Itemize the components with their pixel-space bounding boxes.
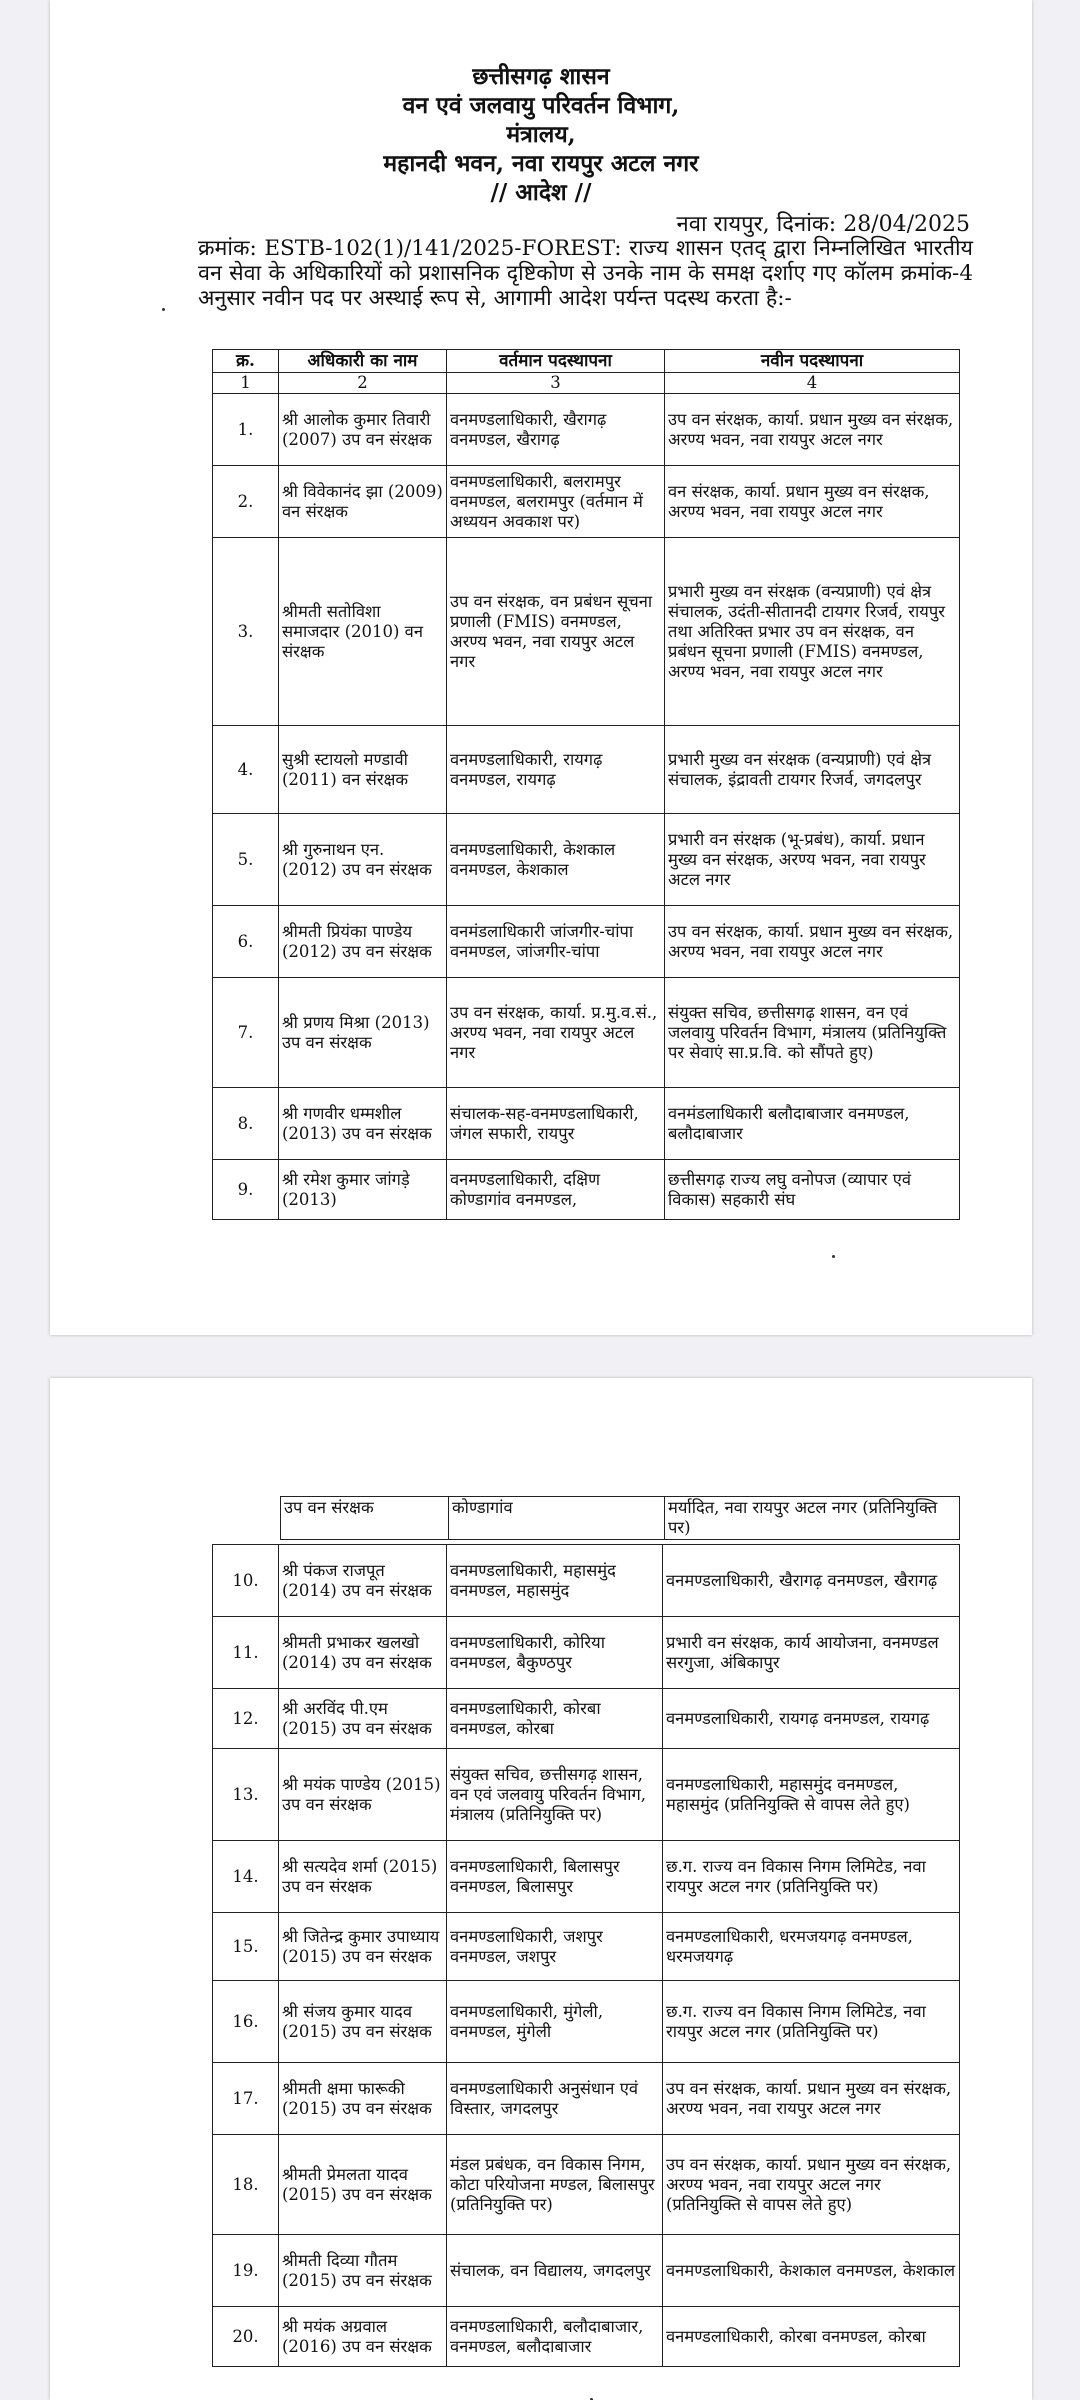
col-number: 1 <box>213 373 279 394</box>
table-row <box>213 1841 960 1913</box>
header-line-2: वन एवं जलवायु परिवर्तन विभाग, <box>402 92 680 119</box>
order-date: नवा रायपुर, दिनांक: 28/04/2025 <box>676 212 970 237</box>
serial-cell: 9. <box>213 1160 279 1220</box>
current-posting-cell: वनमंडलाधिकारी जांजगीर-चांपा वनमण्डल, जांजगीर-चांपा <box>447 906 665 978</box>
name-cell: श्री मयंक पाण्डेय (2015) उप वन संरक्षक <box>279 1749 447 1841</box>
serial-cell: 8. <box>213 1088 279 1160</box>
table-row <box>213 2307 960 2367</box>
new-posting-cell: वनमण्डलाधिकारी, रायगढ़ वनमण्डल, रायगढ़ <box>663 1689 960 1749</box>
name-cell: श्रीमती प्रेमलता यादव (2015) उप वन संरक्षक <box>279 2135 447 2235</box>
transfer-table-page-2 <box>280 1496 960 1540</box>
name-cell: श्री प्रणय मिश्रा (2013) उप वन संरक्षक <box>279 978 447 1088</box>
current-posting-cell: वनमण्डलाधिकारी, कोरिया वनमण्डल, बैकुण्ठपुर <box>447 1617 663 1689</box>
table-row <box>213 1617 960 1689</box>
document-page-1 <box>50 0 1032 1335</box>
table-row <box>213 726 960 814</box>
order-paragraph: क्रमांक: ESTB-102(1)/141/2025-FOREST: राज्य शासन एतद् द्वारा निम्नलिखित भारतीय वन सेवा के अधिकारियों को प्रशासनिक दृष्टिकोण से उनके नाम के समक्ष दर्शाए गए कॉलम क्रमांक-4 अनुसार नवीन पद पर अस्थाई रूप से, आगामी आदेश पर्यन्त पदस्थ करता है:- <box>198 236 973 311</box>
table-header-row <box>213 350 960 373</box>
new-posting-cell: वनमण्डलाधिकारी, धरमजयगढ़ वनमण्डल, धरमजयगढ़ <box>663 1913 960 1981</box>
name-cell: सुश्री स्टायलो मण्डावी (2011) वन संरक्षक <box>279 726 447 814</box>
col-header-new: नवीन पदस्थापना <box>665 350 960 373</box>
current-posting-cell: उप वन संरक्षक, कार्या. प्र.मु.व.सं., अरण्य भवन, नवा रायपुर अटल नगर <box>447 978 665 1088</box>
current-posting-cell: संचालक-सह-वनमण्डलाधिकारी, जंगल सफारी, रायपुर <box>447 1088 665 1160</box>
serial-cell: 1. <box>213 394 279 466</box>
header-line-4: महानदी भवन, नवा रायपुर अटल नगर <box>383 150 699 177</box>
serial-cell: 10. <box>213 1545 279 1617</box>
name-cell: श्री मयंक अग्रवाल (2016) उप वन संरक्षक <box>279 2307 447 2367</box>
table-row <box>213 466 960 538</box>
table-row <box>213 2135 960 2235</box>
name-cell: श्री अरविंद पी.एम (2015) उप वन संरक्षक <box>279 1689 447 1749</box>
current-posting-cell: वनमण्डलाधिकारी, महासमुंद वनमण्डल, महासमुंद <box>447 1545 663 1617</box>
table-row <box>213 1689 960 1749</box>
new-posting-cell: छ.ग. राज्य वन विकास निगम लिमिटेड, नवा रायपुर अटल नगर (प्रतिनियुक्ति पर) <box>663 1841 960 1913</box>
new-posting-cell: उप वन संरक्षक, कार्या. प्रधान मुख्य वन संरक्षक, अरण्य भवन, नवा रायपुर अटल नगर <box>665 906 960 978</box>
table-row <box>213 978 960 1088</box>
new-posting-cell: उप वन संरक्षक, कार्या. प्रधान मुख्य वन संरक्षक, अरण्य भवन, नवा रायपुर अटल नगर <box>665 394 960 466</box>
col-header-current: वर्तमान पदस्थापना <box>447 350 665 373</box>
name-cell: श्री गुरुनाथन एन. (2012) उप वन संरक्षक <box>279 814 447 906</box>
serial-cell: 6. <box>213 906 279 978</box>
current-posting-cell: वनमण्डलाधिकारी अनुसंधान एवं विस्तार, जगदलपुर <box>447 2063 663 2135</box>
serial-cell: 19. <box>213 2235 279 2307</box>
table-row <box>213 1981 960 2063</box>
current-posting-cell: वनमण्डलाधिकारी, बिलासपुर वनमण्डल, बिलासपुर <box>447 1841 663 1913</box>
serial-cell: 12. <box>213 1689 279 1749</box>
col-number: 4 <box>665 373 960 394</box>
new-posting-cell: छ.ग. राज्य वन विकास निगम लिमिटेड, नवा रायपुर अटल नगर (प्रतिनियुक्ति पर) <box>663 1981 960 2063</box>
name-cell: श्री विवेकानंद झा (2009) वन संरक्षक <box>279 466 447 538</box>
continuation-row <box>281 1497 960 1540</box>
page-1-bottom-margin <box>50 1228 1032 1335</box>
name-cell: उप वन संरक्षक <box>281 1497 449 1540</box>
header-line-1: छत्तीसगढ़ शासन <box>472 63 610 90</box>
current-posting-cell: वनमण्डलाधिकारी, दक्षिण कोण्डागांव वनमण्डल, <box>447 1160 665 1220</box>
transfer-table-page-1 <box>212 349 960 1220</box>
col-number: 2 <box>279 373 447 394</box>
name-cell: श्री जितेन्द्र कुमार उपाध्याय (2015) उप वन संरक्षक <box>279 1913 447 1981</box>
name-cell: श्री संजय कुमार यादव (2015) उप वन संरक्षक <box>279 1981 447 2063</box>
serial-cell: 2. <box>213 466 279 538</box>
document-page-2 <box>50 1378 1032 2400</box>
new-posting-cell: प्रभारी मुख्य वन संरक्षक (वन्यप्राणी) एवं क्षेत्र संचालक, इंद्रावती टायगर रिजर्व, जगदलपुर <box>665 726 960 814</box>
new-posting-cell: प्रभारी मुख्य वन संरक्षक (वन्यप्राणी) एवं क्षेत्र संचालक, उदंती-सीतानदी टायगर रिजर्व, रायपुर तथा अतिरिक्त प्रभार उप वन संरक्षक, वन प्रबंधन सूचना प्रणाली (FMIS) वनमण्डल, अरण्य भवन, नवा रायपुर अटल नगर <box>665 538 960 726</box>
table-row <box>213 1160 960 1220</box>
current-posting-cell: संयुक्त सचिव, छत्तीसगढ़ शासन, वन एवं जलवायु परिवर्तन विभाग, मंत्रालय (प्रतिनियुक्ति पर) <box>447 1749 663 1841</box>
current-posting-cell: मंडल प्रबंधक, वन विकास निगम, कोटा परियोजना मण्डल, बिलासपुर (प्रतिनियुक्ति पर) <box>447 2135 663 2235</box>
name-cell: श्री आलोक कुमार तिवारी (2007) उप वन संरक्षक <box>279 394 447 466</box>
transfer-table-page-2-main <box>212 1544 960 2367</box>
current-posting-cell: वनमण्डलाधिकारी, मुंगेली, वनमण्डल, मुंगेली <box>447 1981 663 2063</box>
current-posting-cell: कोण्डागांव <box>449 1497 665 1540</box>
current-posting-cell: वनमण्डलाधिकारी, खैरागढ़ वनमण्डल, खैरागढ़ <box>447 394 665 466</box>
col-number: 3 <box>447 373 665 394</box>
new-posting-cell: वन संरक्षक, कार्या. प्रधान मुख्य वन संरक्षक, अरण्य भवन, नवा रायपुर अटल नगर <box>665 466 960 538</box>
name-cell: श्रीमती सतोविशा समाजदार (2010) वन संरक्षक <box>279 538 447 726</box>
new-posting-cell: प्रभारी वन संरक्षक (भू-प्रबंध), कार्या. प्रधान मुख्य वन संरक्षक, अरण्य भवन, नवा रायपुर अटल नगर <box>665 814 960 906</box>
table-row <box>213 906 960 978</box>
new-posting-cell: वनमंडलाधिकारी बलौदाबाजार वनमण्डल, बलौदाबाजार <box>665 1088 960 1160</box>
table-row <box>213 1545 960 1617</box>
name-cell: श्रीमती प्रियंका पाण्डेय (2012) उप वन संरक्षक <box>279 906 447 978</box>
new-posting-cell: संयुक्त सचिव, छत्तीसगढ़ शासन, वन एवं जलवायु परिवर्तन विभाग, मंत्रालय (प्रतिनियुक्ति पर सेवाएं सा.प्र.वि. को सौंपते हुए) <box>665 978 960 1088</box>
name-cell: श्री रमेश कुमार जांगड़े (2013) <box>279 1160 447 1220</box>
new-posting-cell: वनमण्डलाधिकारी, खैरागढ़ वनमण्डल, खैरागढ़ <box>663 1545 960 1617</box>
table-row <box>213 394 960 466</box>
current-posting-cell: वनमण्डलाधिकारी, जशपुर वनमण्डल, जशपुर <box>447 1913 663 1981</box>
serial-cell: 4. <box>213 726 279 814</box>
serial-cell: 5. <box>213 814 279 906</box>
col-header-sn: क्र. <box>213 350 279 373</box>
serial-cell: 7. <box>213 978 279 1088</box>
current-posting-cell: वनमण्डलाधिकारी, बलौदाबाजार, वनमण्डल, बलौदाबाजार <box>447 2307 663 2367</box>
current-posting-cell: वनमण्डलाधिकारी, कोरबा वनमण्डल, कोरबा <box>447 1689 663 1749</box>
new-posting-cell: वनमण्डलाधिकारी, महासमुंद वनमण्डल, महासमुंद (प्रतिनियुक्ति से वापस लेते हुए) <box>663 1749 960 1841</box>
table-row <box>213 2063 960 2135</box>
current-posting-cell: संचालक, वन विद्यालय, जगदलपुर <box>447 2235 663 2307</box>
table-row <box>213 1749 960 1841</box>
serial-cell: 13. <box>213 1749 279 1841</box>
serial-cell: 14. <box>213 1841 279 1913</box>
serial-cell: 15. <box>213 1913 279 1981</box>
serial-cell: 11. <box>213 1617 279 1689</box>
current-posting-cell: वनमण्डलाधिकारी, बलरामपुर वनमण्डल, बलरामपुर (वर्तमान में अध्ययन अवकाश पर) <box>447 466 665 538</box>
table-row <box>213 814 960 906</box>
name-cell: श्रीमती दिव्या गौतम (2015) उप वन संरक्षक <box>279 2235 447 2307</box>
header-line-5: // आदेश // <box>490 179 592 206</box>
new-posting-cell: छत्तीसगढ़ राज्य लघु वनोपज (व्यापार एवं विकास) सहकारी संघ <box>665 1160 960 1220</box>
serial-cell: 17. <box>213 2063 279 2135</box>
serial-cell: 3. <box>213 538 279 726</box>
scan-speck <box>832 1255 835 1258</box>
table-row <box>213 538 960 726</box>
table-row <box>213 1913 960 1981</box>
current-posting-cell: उप वन संरक्षक, वन प्रबंधन सूचना प्रणाली (FMIS) वनमण्डल, अरण्य भवन, नवा रायपुर अटल नगर <box>447 538 665 726</box>
new-posting-cell: उप वन संरक्षक, कार्या. प्रधान मुख्य वन संरक्षक, अरण्य भवन, नवा रायपुर अटल नगर (प्रतिनियुक्ति से वापस लेते हुए) <box>663 2135 960 2235</box>
name-cell: श्रीमती क्षमा फारूकी (2015) उप वन संरक्षक <box>279 2063 447 2135</box>
current-posting-cell: वनमण्डलाधिकारी, रायगढ़ वनमण्डल, रायगढ़ <box>447 726 665 814</box>
serial-cell: 18. <box>213 2135 279 2235</box>
name-cell: श्री सत्यदेव शर्मा (2015) उप वन संरक्षक <box>279 1841 447 1913</box>
name-cell: श्री गणवीर धम्मशील (2013) उप वन संरक्षक <box>279 1088 447 1160</box>
table-row <box>213 2235 960 2307</box>
serial-cell: 20. <box>213 2307 279 2367</box>
new-posting-cell: मर्यादित, नवा रायपुर अटल नगर (प्रतिनियुक्ति पर) <box>665 1497 960 1540</box>
table-row <box>213 1088 960 1160</box>
header-line-3: मंत्रालय, <box>506 121 576 148</box>
column-number-row <box>213 373 960 394</box>
col-header-name: अधिकारी का नाम <box>279 350 447 373</box>
new-posting-cell: वनमण्डलाधिकारी, कोरबा वनमण्डल, कोरबा <box>663 2307 960 2367</box>
name-cell: श्री पंकज राजपूत (2014) उप वन संरक्षक <box>279 1545 447 1617</box>
scan-speck <box>162 308 165 311</box>
new-posting-cell: प्रभारी वन संरक्षक, कार्य आयोजना, वनमण्डल सरगुजा, अंबिकापुर <box>663 1617 960 1689</box>
current-posting-cell: वनमण्डलाधिकारी, केशकाल वनमण्डल, केशकाल <box>447 814 665 906</box>
name-cell: श्रीमती प्रभाकर खलखो (2014) उप वन संरक्षक <box>279 1617 447 1689</box>
new-posting-cell: उप वन संरक्षक, कार्या. प्रधान मुख्य वन संरक्षक, अरण्य भवन, नवा रायपुर अटल नगर <box>663 2063 960 2135</box>
serial-cell: 16. <box>213 1981 279 2063</box>
letterhead <box>50 62 1032 207</box>
new-posting-cell: वनमण्डलाधिकारी, केशकाल वनमण्डल, केशकाल <box>663 2235 960 2307</box>
